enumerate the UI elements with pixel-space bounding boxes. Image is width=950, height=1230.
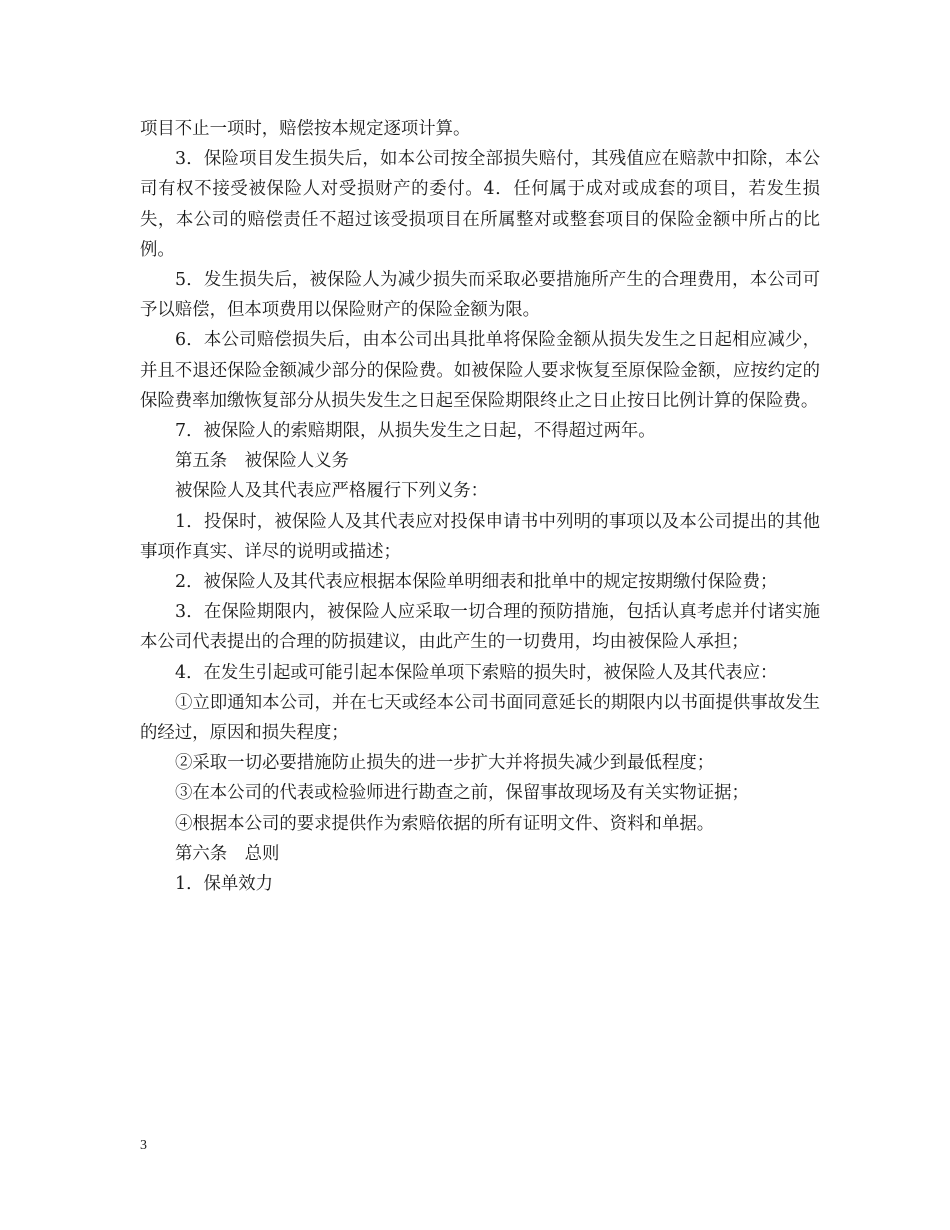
paragraph: 3．保险项目发生损失后，如本公司按全部损失赔付，其残值应在赔款中扣除，本公司有权不接受被保险人对受损财产的委付。4．任何属于成对或成套的项目，若发生损失，本公司的赔偿责任不超过该受损项目在所属整对或整套项目的保险金额中所占的比例。 [140, 149, 820, 260]
paragraph: 3．在保险期限内，被保险人应采取一切合理的预防措施，包括认真考虑并付诸实施本公司代表提出的合理的防损建议，由此产生的一切费用，均由被保险人承担； [140, 602, 820, 653]
paragraph: 2．被保险人及其代表应根据本保险单明细表和批单中的规定按期缴付保险费； [175, 572, 778, 593]
paragraph: 6．本公司赔偿损失后，由本公司出具批单将保险金额从损失发生之日起相应减少，并且不退还保险金额减少部分的保险费。如被保险人要求恢复至原保险金额，应按约定的保险费率加缴恢复部分从损失发生之日起至保险期限终止之日止按日比例计算的保险费。 [140, 330, 820, 411]
list-item: ④根据本公司的要求提供作为索赔依据的所有证明文件、资料和单据。 [175, 813, 715, 834]
paragraph: 被保险人及其代表应严格履行下列义务： [175, 481, 489, 502]
list-item: ①立即通知本公司，并在七天或经本公司书面同意延长的期限内以书面提供事故发生的经过，原因和损失程度； [140, 692, 820, 744]
section-heading: 第六条 总则 [175, 843, 280, 864]
paragraph: 1．投保时，被保险人及其代表应对投保申请书中列明的事项以及本公司提出的其他事项作真实、详尽的说明或描述； [140, 511, 820, 562]
list-item: ②采取一切必要措施防止损失的进一步扩大并将损失减少到最低程度； [175, 753, 715, 774]
section-heading: 第五条 被保险人义务 [175, 451, 349, 472]
paragraph: 1．保单效力 [175, 874, 274, 895]
paragraph: 7．被保险人的索赔期限，从损失发生之日起，不得超过两年。 [175, 421, 656, 442]
paragraph: 4．在发生引起或可能引起本保险单项下索赔的损失时，被保险人及其代表应： [175, 662, 778, 683]
paragraph: 项目不止一项时，赔偿按本规定逐项计算。 [140, 119, 471, 139]
list-item: ③在本公司的代表或检验师进行勘查之前，保留事故现场及有关实物证据； [175, 783, 749, 804]
document-body [140, 114, 820, 899]
paragraph: 5．发生损失后，被保险人为减少损失而采取必要措施所产生的合理费用，本公司可予以赔偿，但本项费用以保险财产的保险金额为限。 [140, 270, 820, 321]
page-number: 3 [140, 1138, 147, 1153]
